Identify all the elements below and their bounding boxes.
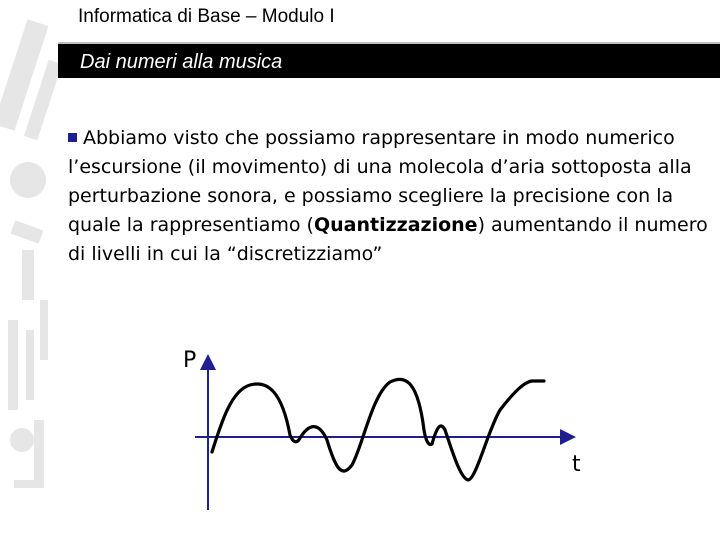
x-axis-label: t xyxy=(572,452,581,477)
slide-title: Dai numeri alla musica xyxy=(80,51,283,73)
bold-term: Quantizzazione xyxy=(313,214,478,236)
body-text-before: Abbiamo visto che possiamo rappresentare in modo numerico l’escursione (il movimento) di una molecola d’aria sottoposta alla perturbazione sonora, e possiamo scegliere la precisione con la quale la rappresentiamo ( xyxy=(68,127,692,236)
sound-wave xyxy=(212,379,544,480)
course-title: Informatica di Base – Modulo I xyxy=(78,6,335,27)
y-axis-label: P xyxy=(183,348,197,373)
body-text-after: ) aumentando il numero di livelli in cui la “discretizziamo” xyxy=(68,214,708,265)
